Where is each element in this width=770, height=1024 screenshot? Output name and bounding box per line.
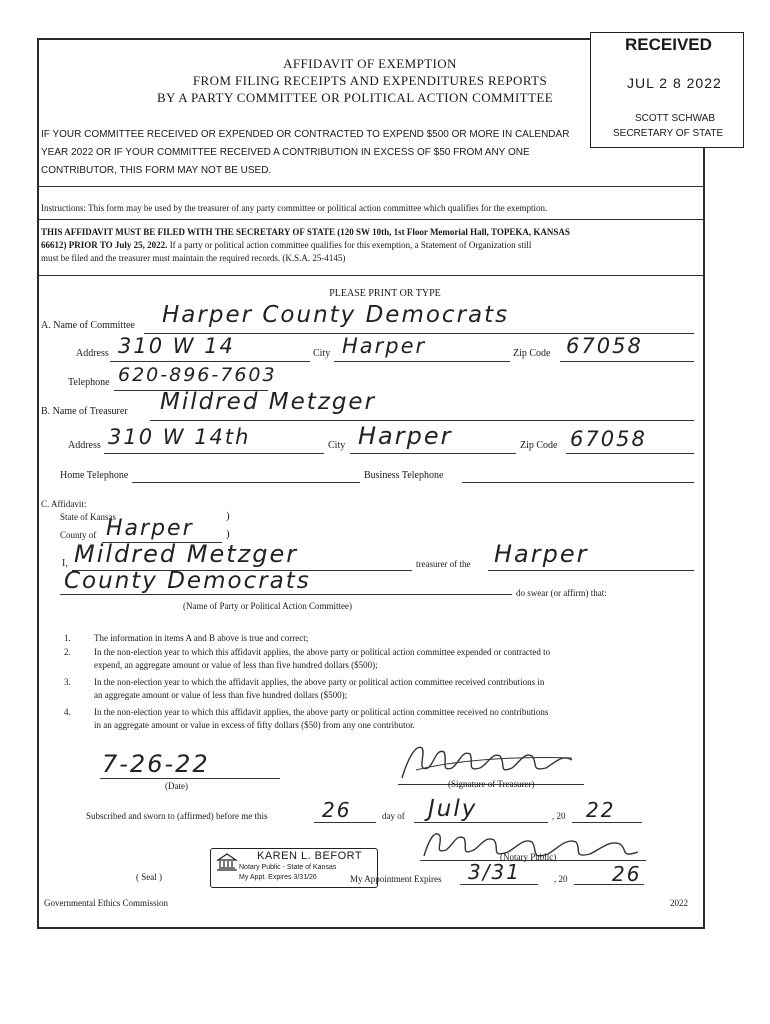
expires-line [460, 884, 538, 885]
i-label: I, [62, 558, 68, 569]
form-title-line2: FROM FILING RECEIPTS AND EXPENDITURES REPORTS [192, 73, 548, 88]
county-field[interactable]: Harper [106, 516, 194, 541]
committee-zip-field[interactable]: 67058 [566, 334, 643, 358]
expires-year-prefix: , 20 [554, 874, 568, 884]
party-caption: (Name of Party or Political Action Committee) [183, 601, 352, 611]
committee-name-field[interactable]: Harper County Democrats [162, 302, 510, 328]
statement-line: In the non-election year to which this affidavit applies, the above party or political action committee expended or contracted to [94, 647, 551, 657]
divider [38, 186, 704, 187]
statement-line: expend, an aggregate amount or value of less than five hundred dollars ($500); [94, 660, 378, 670]
statement-line: In the non-election year to which this affidavit applies, the above party or political action committee received no contributions [94, 707, 549, 717]
day-of-label: day of [382, 811, 405, 821]
committee-phone-field[interactable]: 620-896-7603 [118, 364, 277, 386]
committee-city-line [334, 361, 510, 362]
committee-city-field[interactable]: Harper [342, 334, 427, 358]
treasurer-zip-label: Zip Code [520, 440, 558, 451]
stamp-title: RECEIVED [625, 35, 712, 54]
stamp-name: SCOTT SCHWAB [635, 113, 716, 124]
statement-line: The information in items A and B above is true and correct; [94, 633, 309, 643]
expires-year-field[interactable]: 26 [612, 862, 642, 886]
committee-address-line [110, 361, 310, 362]
warning-line1: IF YOUR COMMITTEE RECEIVED OR EXPENDED OR CONTRACTED TO EXPEND $500 OR MORE IN CALENDAR [41, 129, 570, 140]
committee-phone-label: Telephone [68, 377, 110, 388]
treasurer-city-line [350, 453, 516, 454]
statement-line: in an aggregate amount or value in excess of fifty dollars ($50) from any one contributor. [94, 720, 415, 730]
committee-address-label: Address [76, 348, 109, 359]
treasurer-city-label: City [328, 440, 346, 451]
do-swear-label: do swear (or affirm) that: [516, 588, 607, 598]
home-phone-line[interactable] [132, 482, 360, 483]
business-phone-label: Business Telephone [364, 470, 444, 481]
received-stamp [590, 32, 744, 148]
stamp-office: SECRETARY OF STATE [613, 128, 724, 139]
filing-line2: 66612) PRIOR TO July 25, 2022. If a party or political action committee qualifies for this exemption, a Statement of Organization still [41, 240, 532, 250]
notary-stamp-line2: Notary Public - State of Kansas [239, 864, 337, 871]
business-phone-line[interactable] [462, 482, 694, 483]
year-field[interactable]: 22 [586, 798, 616, 822]
form-title-line1: AFFIDAVIT OF EXEMPTION [283, 56, 457, 71]
date-caption: (Date) [165, 781, 188, 791]
statement-number: 4. [64, 707, 71, 717]
statement-number: 2. [64, 647, 71, 657]
divider [38, 219, 704, 220]
form-title-line3: BY A PARTY COMMITTEE OR POLITICAL ACTION COMMITTEE [156, 90, 554, 105]
party-field-1[interactable]: Harper [494, 540, 589, 568]
warning-line3: CONTRIBUTOR, THIS FORM MAY NOT BE USED. [41, 165, 272, 176]
instructions: Instructions: This form may be used by the treasurer of any party committee or political action committee which qualifies for the exemption. [41, 203, 548, 213]
stamp-date: JUL 2 8 2022 [627, 75, 722, 91]
notary-stamp-name: KAREN L. BEFORT [257, 850, 363, 862]
treasurer-address-field[interactable]: 310 W 14th [108, 425, 251, 449]
month-field[interactable]: July [428, 796, 478, 822]
statement-line: an aggregate amount or value of less than five hundred dollars ($500); [94, 690, 348, 700]
committee-name-label: A. Name of Committee [41, 320, 135, 331]
bracket-bottom: ) [226, 528, 230, 540]
bracket-top: ) [226, 510, 230, 522]
statement-line: In the non-election year to which the affidavit applies, the above party or political action committee received contributions in [94, 677, 545, 687]
appointment-expires-label: My Appointment Expires [350, 874, 442, 884]
year-line [572, 822, 642, 823]
treasurer-zip-line [566, 453, 694, 454]
building-icon [215, 852, 239, 872]
affidavit-label: C. Affidavit: [41, 499, 87, 509]
statement-number: 3. [64, 677, 71, 687]
county-label: County of [60, 530, 97, 540]
day-field[interactable]: 26 [322, 798, 352, 822]
filing-line1: THIS AFFIDAVIT MUST BE FILED WITH THE SECRETARY OF STATE (120 SW 10th, 1st Floor Memorial Hall, TOPEKA, KANSAS [41, 227, 570, 237]
filing-line3: must be filed and the treasurer must maintain the required records. (K.S.A. 25-4145) [41, 253, 346, 263]
treasurer-affidavit-field[interactable]: Mildred Metzger [74, 540, 299, 568]
treasurer-name-line [150, 420, 694, 421]
footer-commission: Governmental Ethics Commission [44, 898, 168, 908]
home-phone-label: Home Telephone [60, 470, 129, 481]
warning-line2: YEAR 2022 OR IF YOUR COMMITTEE RECEIVED A CONTRIBUTION IN EXCESS OF $50 FROM ANY ONE [41, 147, 530, 158]
treasurer-name-field[interactable]: Mildred Metzger [160, 389, 377, 415]
statement-number: 1. [64, 633, 71, 643]
month-line [414, 822, 548, 823]
party-line-2 [60, 594, 512, 595]
day-line [314, 822, 376, 823]
treasurer-city-field[interactable]: Harper [358, 422, 453, 450]
party-line-1 [488, 570, 694, 571]
notary-stamp-line3: My Appt. Expires 3/31/26 [239, 874, 317, 881]
treasurer-of-label: treasurer of the [416, 559, 471, 569]
committee-city-label: City [313, 348, 331, 359]
notary-caption: (Notary Public) [500, 852, 557, 862]
party-field-2[interactable]: County Democrats [64, 568, 311, 594]
date-line [100, 778, 280, 779]
treasurer-address-line [104, 453, 324, 454]
committee-zip-line [560, 361, 694, 362]
date-field[interactable]: 7-26-22 [102, 750, 210, 778]
subscribed-text: Subscribed and sworn to (affirmed) before me this [86, 811, 268, 821]
footer-year: 2022 [670, 898, 688, 908]
print-or-type: PLEASE PRINT OR TYPE [329, 288, 441, 299]
treasurer-zip-field[interactable]: 67058 [570, 427, 647, 451]
committee-zip-label: Zip Code [513, 348, 551, 359]
treasurer-address-label: Address [68, 440, 101, 451]
treasurer-signature-caption: (Signature of Treasurer) [448, 779, 535, 789]
treasurer-name-label: B. Name of Treasurer [41, 406, 128, 417]
divider [38, 275, 704, 276]
seal-label: ( Seal ) [136, 872, 162, 882]
year-prefix: , 20 [552, 811, 566, 821]
state-of-kansas: State of Kansas [60, 512, 116, 522]
expires-field[interactable]: 3/31 [468, 860, 521, 884]
committee-address-field[interactable]: 310 W 14 [118, 334, 235, 358]
